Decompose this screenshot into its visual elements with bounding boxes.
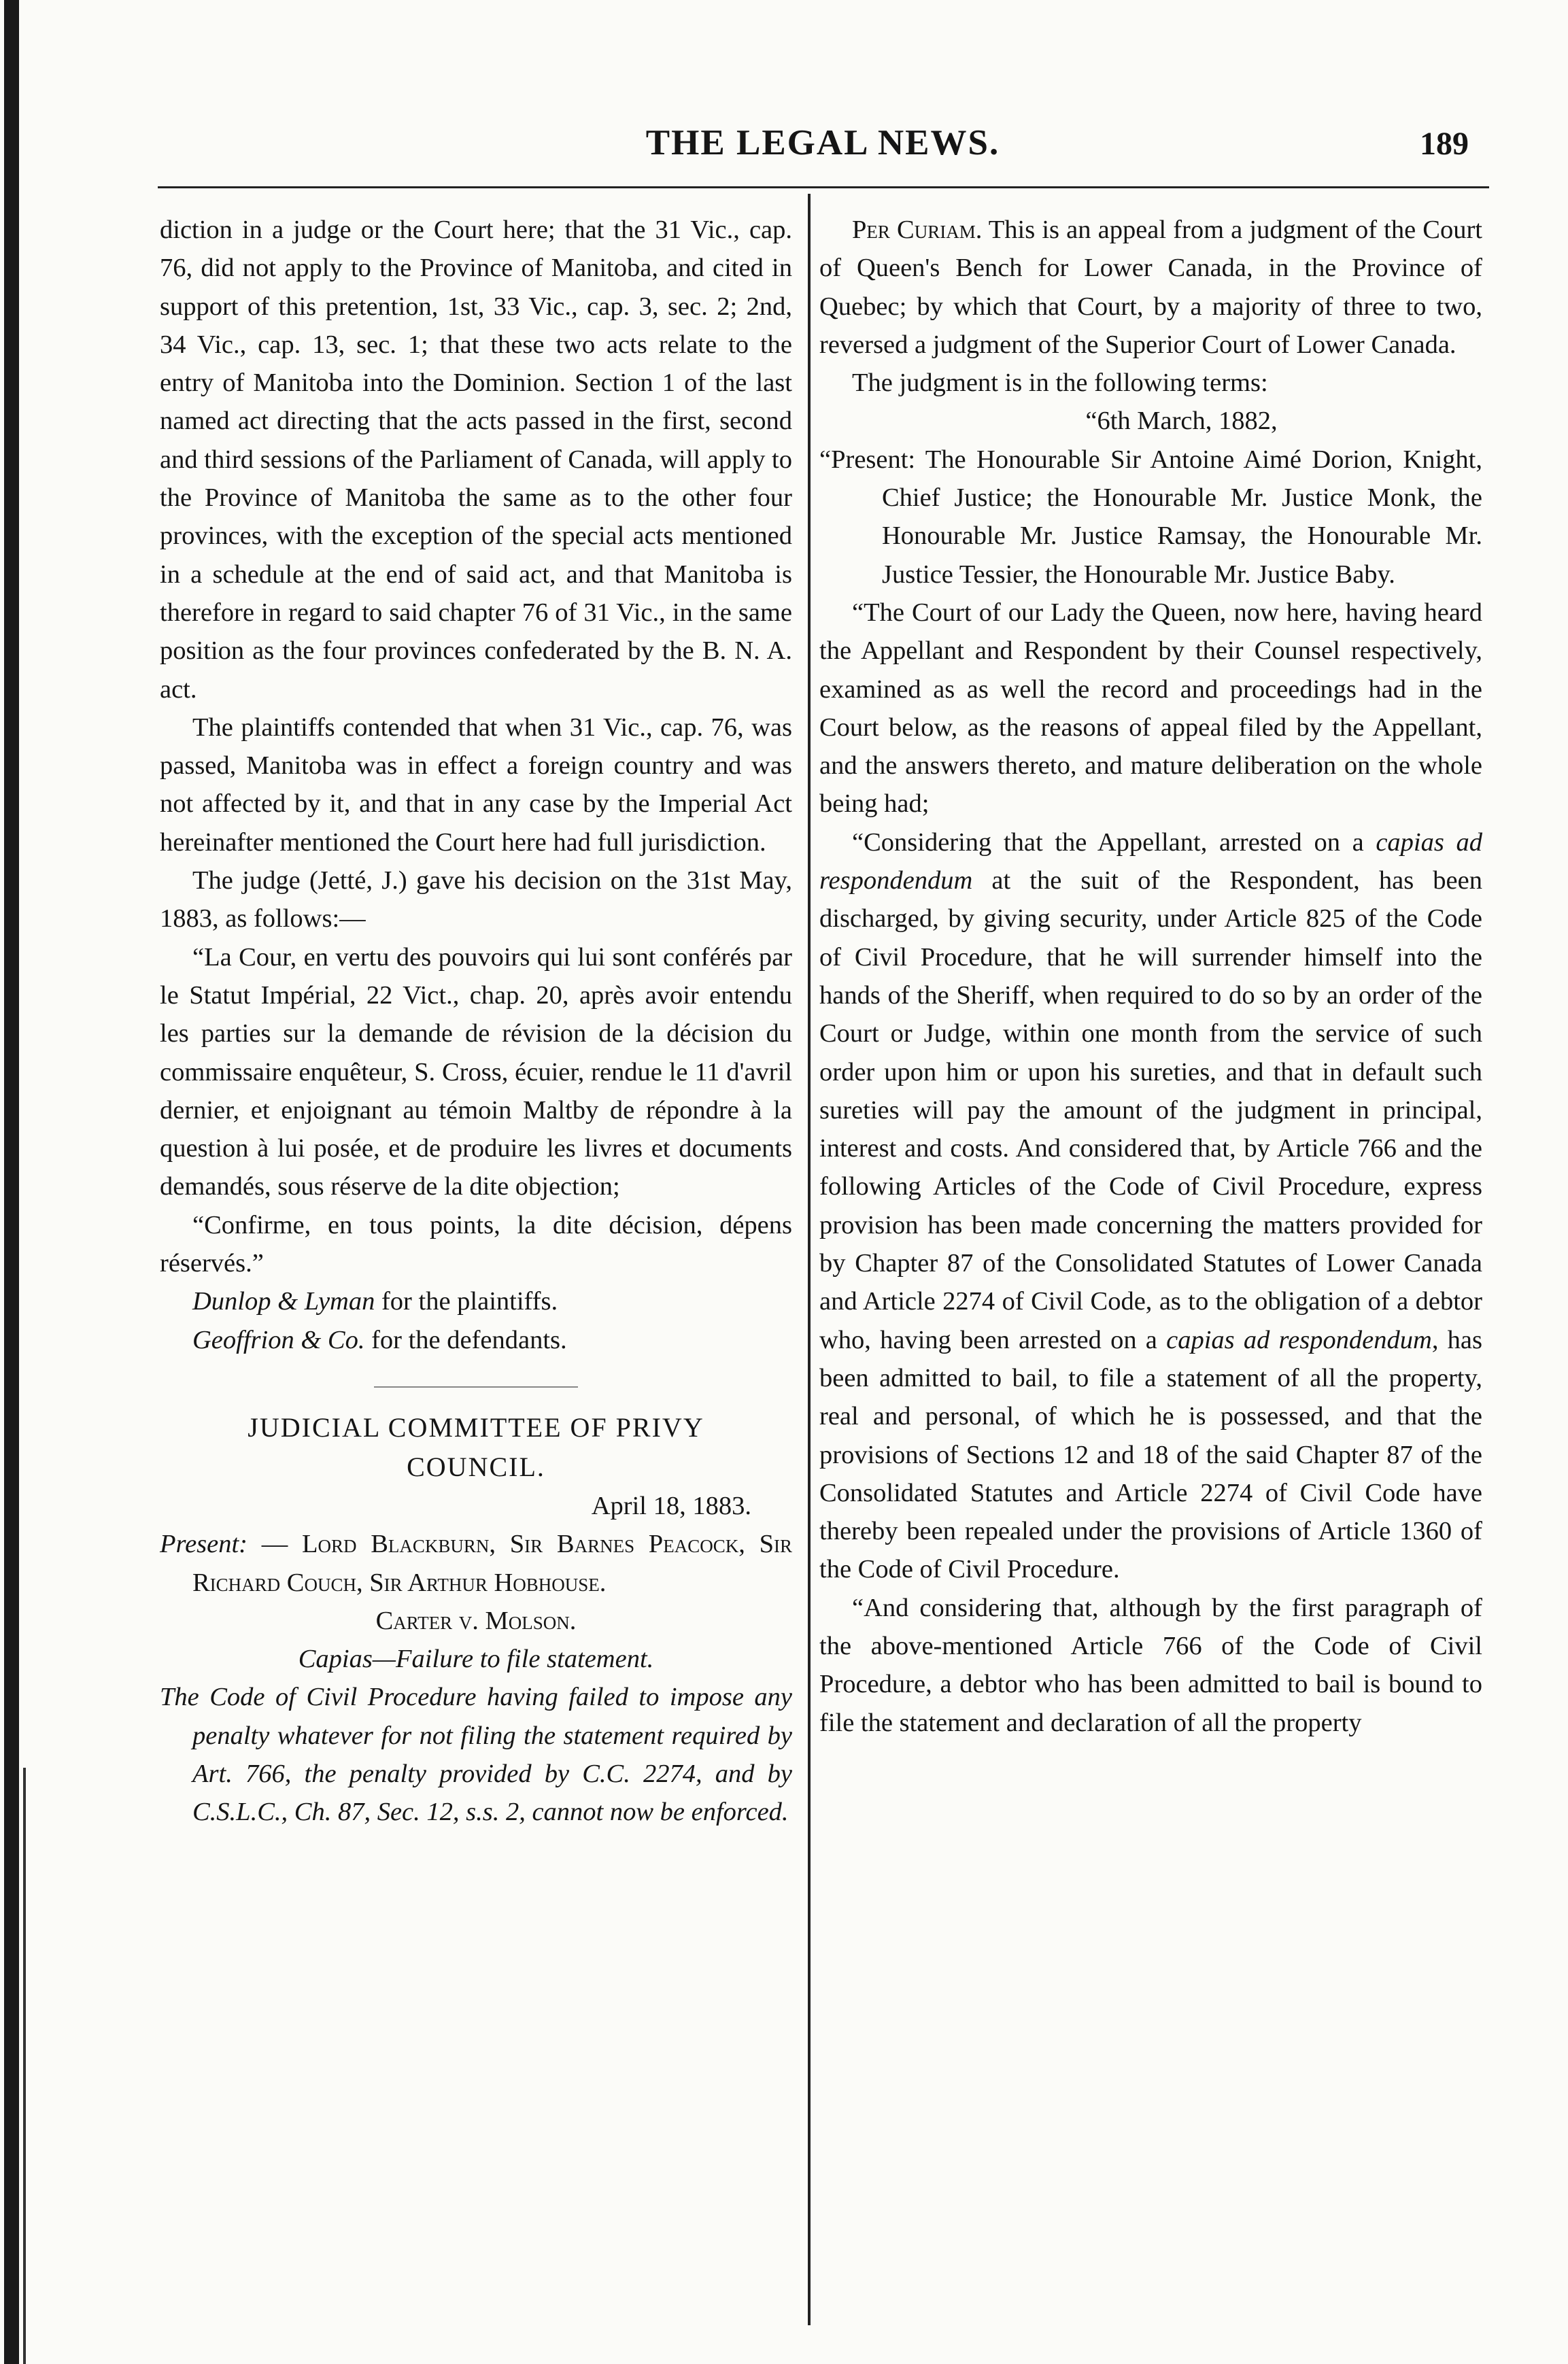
paragraph: The judgment is in the following terms: — [852, 369, 1268, 398]
paragraph: “Considering that the Appellant, arrested on a capias ad respondendum at the suit of the Respondent, has been discharged, by giving security, under Article 825 of the Code of Civil Procedure, that he will surrender himself into the hands of the Sheriff, when required to do so by an order of the Court or Judge, within one month from the service of such order upon him or upon his sureties, and that in default such sureties will pay the amount of the judgment in principal, interest and costs. And considered that, by Article 766 and the following Articles of the Code of Civil Procedure, express provision has been made concerning the matters provided for by Chapter 87 of the Consolidated Statutes of Lower Canada and Article 2274 of Civil Code, as to the obligation of a debtor who, having been arrested on a capias ad respondendum, has been admitted to bail, to file a statement of all the property, real and personal, of which he is possessed, and that the provisions of Sections 12 and 18 of the said Chapter 87 of the Consolidated Statutes and Article 2274 of Civil Code have thereby been repealed under the provisions of Article 1360 of the Code of Civil Procedure. — [819, 827, 1482, 1584]
counsel-line — [160, 1282, 792, 1320]
headnote: The Code of Civil Procedure having failed to impose any penalty whatever for not filing the statement required by Art. 766, the penalty provided by C.C. 2274, and by C.S.L.C., Ch. 87, Sec. 12, s.s. 2, cannot now be enforced. — [160, 1683, 792, 1827]
section-title — [160, 1408, 792, 1487]
present-judges — [160, 1525, 792, 1602]
page-header — [156, 122, 1489, 184]
per-curiam-label: Per Curiam. — [852, 216, 983, 244]
quoted-judgment: “La Cour, en vertu des pouvoirs qui lui sont conférés par le Statut Impérial, 22 Vict., chap. 20, après avoir entendu les parties sur la demande de révision de la décision du commissaire enquêteur, S. Cross, écuier, rendue le 11 d'avril dernier, et enjoignant au témoin Maltby de répondre à la question à lui posée, et de produire les livres et documents demandés, sous réserve de la dite objection; — [160, 942, 792, 1201]
counsel-names: Geoffrion & Co. — [192, 1325, 365, 1354]
paragraph: The judge (Jetté, J.) gave his decision on the 31st May, 1883, as follows:— — [160, 866, 792, 933]
right-column — [819, 211, 1482, 1742]
column-divider — [808, 194, 811, 2325]
present-label: Present: — [160, 1530, 248, 1559]
present-names: — Lord Blackburn, Sir Barnes Peacock, Sir Richard Couch, Sir Arthur Hobhouse. — [192, 1530, 792, 1597]
quoted-date: “6th March, 1882, — [1085, 407, 1278, 436]
running-title: THE LEGAL NEWS. — [645, 123, 1000, 162]
paragraph: “And considering that, although by the first paragraph of the above-mentioned Article 766 of the Code of Civil Procedure, a debtor who has been admitted to bail is bound to file the statement and declaration of all the property — [819, 1593, 1482, 1737]
paragraph: Per Curiam. This is an appeal from a judgment of the Court of Queen's Bench for Lower Canada, in the Province of Quebec; by which that Court, by a majority of three to two, reversed a judgment of the Superior Court of Lower Canada. — [819, 216, 1482, 359]
counsel-role: for the defendants. — [364, 1325, 567, 1354]
paragraph: “The Court of our Lady the Queen, now here, having heard the Appellant and Respondent by their Counsel respectively, examined as as well the record and proceedings had in the Court below, as the reasons of appeal filed by the Appellant, and the answers thereto, and mature deliberation on the whole being had; — [819, 598, 1482, 819]
counsel-role: for the plaintiffs. — [375, 1287, 558, 1316]
judgment-date: April 18, 1883. — [591, 1491, 751, 1520]
section-separator — [374, 1386, 578, 1388]
header-rule — [158, 186, 1489, 188]
left-column — [160, 211, 792, 1832]
section-title-line: COUNCIL. — [407, 1451, 545, 1482]
case-subject: Capias—Failure to file statement. — [298, 1645, 654, 1674]
counsel-line — [160, 1321, 792, 1359]
paragraph: diction in a judge or the Court here; that the 31 Vic., cap. 76, did not apply to the Province of Manitoba, and cited in support of this pretention, 1st, 33 Vic., cap. 3, sec. 2; 2nd, 34 Vic., cap. 13, sec. 1; that these two acts relate to the entry of Manitoba into the Dominion. Section 1 of the last named act directing that the acts passed in the first, second and third sessions of the Parliament of Canada, will apply to the Province of Manitoba the same as to the other four provinces, with the exception of the special acts mentioned in a schedule at the end of said act, and that Manitoba is therefore in regard to said chapter 76 of 31 Vic., in the same position as the four provinces confederated by the B. N. A. act. — [160, 216, 792, 704]
page-edge-line — [23, 1768, 26, 2364]
counsel-names: Dunlop & Lyman — [192, 1287, 375, 1316]
case-name: Carter v. Molson. — [375, 1606, 577, 1635]
section-title-line: JUDICIAL COMMITTEE OF PRIVY — [248, 1411, 704, 1443]
page-number: 189 — [1420, 126, 1469, 162]
quoted-judgment: “Confirme, en tous points, la dite décision, dépens réservés.” — [160, 1210, 792, 1278]
present-judges: “Present: The Honourable Sir Antoine Aimé Dorion, Knight, Chief Justice; the Honourable Mr. Justice Monk, the Honourable Mr. Justice Ramsay, the Honourable Mr. Justice Tessier, the Honourable Mr. Justice Baby. — [819, 445, 1482, 589]
page-edge-shadow — [4, 0, 19, 2364]
paragraph: The plaintiffs contended that when 31 Vic., cap. 76, was passed, Manitoba was in effect a foreign country and was not affected by it, and that in any case by the Imperial Act hereinafter mentioned the Court here had full jurisdiction. — [160, 713, 792, 857]
